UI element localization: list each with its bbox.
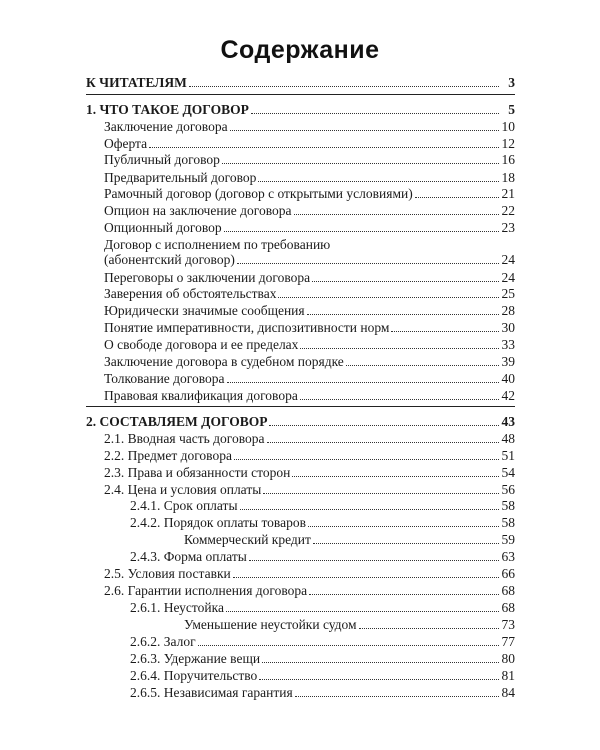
toc-entry-title: Уменьшение неустойки судом bbox=[184, 617, 357, 632]
toc-entry-title: 2.6.1. Неустойка bbox=[130, 600, 224, 615]
leader-dots bbox=[189, 86, 499, 87]
toc-entry-page: 43 bbox=[501, 414, 515, 429]
leader-dots bbox=[149, 147, 499, 148]
toc-entry-title: 2.2. Предмет договора bbox=[104, 448, 232, 463]
toc-entry-title: Договор с исполнением по требованию bbox=[104, 237, 331, 252]
toc-entry-title: К ЧИТАТЕЛЯМ bbox=[86, 75, 187, 90]
toc-entry-title-cont: (абонентский договор) bbox=[104, 252, 235, 267]
toc-entry-title: Переговоры о заключении договора bbox=[104, 270, 311, 285]
leader-dots bbox=[267, 442, 500, 443]
toc-entry-page: 18 bbox=[501, 170, 515, 185]
toc-entry-page: 48 bbox=[501, 431, 515, 446]
toc-entry[interactable] bbox=[104, 203, 515, 219]
leader-dots bbox=[259, 679, 499, 680]
toc-entry[interactable] bbox=[104, 448, 515, 464]
toc-entry-title: 2.4.3. Форма оплаты bbox=[130, 549, 247, 564]
leader-dots bbox=[224, 231, 499, 232]
toc-entry-title: Заключение договора bbox=[104, 119, 228, 134]
toc-entry[interactable] bbox=[104, 136, 515, 152]
leader-dots bbox=[269, 425, 499, 426]
toc-entry-line1[interactable] bbox=[104, 237, 515, 253]
toc-entry-page: 22 bbox=[501, 203, 515, 218]
toc-entry-title: Понятие императивности, диспозитивности норм bbox=[104, 320, 390, 335]
toc-entry-page: 23 bbox=[501, 220, 515, 235]
leader-dots bbox=[309, 594, 499, 595]
toc-entry[interactable] bbox=[104, 220, 515, 236]
leader-dots bbox=[313, 543, 499, 544]
leader-dots bbox=[359, 628, 499, 629]
leader-dots bbox=[230, 130, 499, 131]
toc-entry-readers[interactable] bbox=[86, 75, 515, 91]
toc-entry-title: 2.6.3. Удержание вещи bbox=[130, 651, 261, 666]
toc-entry-page: 12 bbox=[501, 136, 515, 151]
toc-entry-page: 25 bbox=[501, 286, 515, 301]
toc-entry-title: 2.1. Вводная часть договора bbox=[104, 431, 265, 446]
toc-entry-page: 77 bbox=[501, 634, 515, 649]
toc-entry-page: 21 bbox=[501, 186, 515, 201]
leader-dots bbox=[300, 399, 499, 400]
toc-entry-page: 66 bbox=[501, 566, 515, 581]
toc-entry[interactable] bbox=[104, 583, 515, 599]
toc-entry-page: 63 bbox=[501, 549, 515, 564]
toc-entry[interactable] bbox=[130, 685, 515, 701]
toc-entry-title: 1. ЧТО ТАКОЕ ДОГОВОР bbox=[86, 102, 249, 117]
toc-entry[interactable] bbox=[130, 498, 515, 514]
toc-entry[interactable] bbox=[104, 286, 515, 302]
toc-entry[interactable] bbox=[130, 549, 515, 565]
toc-entry-page: 30 bbox=[501, 320, 515, 335]
toc-entry-page: 84 bbox=[501, 685, 515, 700]
toc-entry-title: Заверения об обстоятельствах bbox=[104, 286, 277, 301]
toc-entry[interactable] bbox=[104, 270, 515, 286]
leader-dots bbox=[308, 526, 499, 527]
toc-entry-page: 5 bbox=[508, 102, 515, 117]
toc-entry-page: 51 bbox=[501, 448, 515, 463]
toc-entry-title: Коммерческий кредит bbox=[184, 532, 311, 547]
leader-dots bbox=[307, 314, 499, 315]
toc-entry-title: О свободе договора и ее пределах bbox=[104, 337, 299, 352]
leader-dots bbox=[198, 645, 499, 646]
toc-entry-page: 68 bbox=[501, 600, 515, 615]
toc-entry[interactable] bbox=[104, 371, 515, 387]
leader-dots bbox=[249, 560, 499, 561]
leader-dots bbox=[263, 493, 499, 494]
toc-entry-page: 16 bbox=[501, 152, 515, 167]
toc-entry[interactable] bbox=[104, 465, 515, 481]
toc-entry[interactable] bbox=[104, 566, 515, 582]
toc-entry-page: 56 bbox=[501, 482, 515, 497]
toc-entry-title: 2.6.2. Залог bbox=[130, 634, 196, 649]
toc-entry-page: 33 bbox=[501, 337, 515, 352]
toc-entry-page: 10 bbox=[501, 119, 515, 134]
toc-entry-title: 2.5. Условия поставки bbox=[104, 566, 231, 581]
toc-entry-page: 59 bbox=[501, 532, 515, 547]
toc-entry-title: Опцион на заключение договора bbox=[104, 203, 292, 218]
toc-entry[interactable] bbox=[104, 303, 515, 319]
leader-dots bbox=[227, 382, 499, 383]
toc-entry-title: Публичный договор bbox=[104, 152, 220, 167]
toc-entry-page: 42 bbox=[501, 388, 515, 403]
toc-entry[interactable] bbox=[130, 668, 515, 684]
leader-dots bbox=[262, 662, 499, 663]
toc-entry[interactable] bbox=[130, 634, 515, 650]
toc-entry-title: Толкование договора bbox=[104, 371, 225, 386]
toc-section-1[interactable] bbox=[86, 102, 515, 118]
toc-entry-page: 54 bbox=[501, 465, 515, 480]
toc-entry-page: 58 bbox=[501, 515, 515, 530]
leader-dots bbox=[222, 163, 499, 164]
toc-entry-page: 39 bbox=[501, 354, 515, 369]
toc-section-2[interactable] bbox=[86, 414, 515, 430]
toc-entry[interactable] bbox=[104, 119, 515, 135]
leader-dots bbox=[240, 509, 499, 510]
toc-entry[interactable] bbox=[184, 617, 515, 633]
toc-entry-page: 68 bbox=[501, 583, 515, 598]
toc-entry-title: 2.6.4. Поручительство bbox=[130, 668, 258, 683]
toc-entry[interactable] bbox=[130, 515, 515, 531]
toc-entry-title: Юридически значимые сообщения bbox=[104, 303, 305, 318]
toc-entry-page: 40 bbox=[501, 371, 515, 386]
toc-entry[interactable] bbox=[104, 388, 515, 404]
toc-entry-page: 24 bbox=[501, 270, 515, 285]
toc-entry-page: 24 bbox=[501, 252, 515, 267]
toc-entry-title: 2.6. Гарантии исполнения договора bbox=[104, 583, 308, 598]
toc-entry[interactable] bbox=[104, 337, 515, 353]
leader-dots bbox=[294, 214, 500, 215]
toc-entry-title: Оферта bbox=[104, 136, 148, 151]
toc-entry-page: 80 bbox=[501, 651, 515, 666]
toc-entry-title: 2. СОСТАВЛЯЕМ ДОГОВОР bbox=[86, 414, 268, 429]
leader-dots bbox=[237, 263, 499, 264]
toc-entry-title: Правовая квалификация договора bbox=[104, 388, 298, 403]
section-divider bbox=[86, 94, 515, 95]
toc-entry-title: 2.6.5. Независимая гарантия bbox=[130, 685, 293, 700]
toc-entry[interactable] bbox=[104, 482, 515, 498]
toc-entry-title: Заключение договора в судебном порядке bbox=[104, 354, 344, 369]
toc-entry[interactable] bbox=[130, 600, 515, 616]
leader-dots bbox=[233, 577, 499, 578]
toc-entry[interactable] bbox=[104, 431, 515, 447]
toc-entry-title: 2.4.1. Срок оплаты bbox=[130, 498, 238, 513]
toc-entry-page: 28 bbox=[501, 303, 515, 318]
toc-entry-page: 73 bbox=[501, 617, 515, 632]
toc-entry[interactable] bbox=[104, 354, 515, 370]
leader-dots bbox=[258, 181, 499, 182]
toc-entry[interactable] bbox=[104, 320, 515, 336]
leader-dots bbox=[226, 611, 499, 612]
leader-dots bbox=[391, 331, 499, 332]
leader-dots bbox=[300, 348, 499, 349]
toc-entry-title: Предварительный договор bbox=[104, 170, 257, 185]
page-title: Содержание bbox=[220, 36, 380, 64]
leader-dots bbox=[278, 297, 499, 298]
toc-entry[interactable] bbox=[130, 651, 515, 667]
toc-entry[interactable] bbox=[104, 170, 515, 186]
leader-dots bbox=[346, 365, 499, 366]
leader-dots bbox=[295, 696, 499, 697]
section-divider bbox=[86, 406, 515, 407]
toc-entry-line2[interactable] bbox=[104, 252, 515, 268]
toc-entry-title: Рамочный договор (договор с открытыми условиями) bbox=[104, 186, 413, 201]
toc-entry[interactable] bbox=[104, 186, 515, 202]
leader-dots bbox=[312, 281, 499, 282]
leader-dots bbox=[292, 476, 499, 477]
toc-entry-page: 81 bbox=[501, 668, 515, 683]
toc-entry-title: Опционный договор bbox=[104, 220, 222, 235]
toc-entry[interactable] bbox=[184, 532, 515, 548]
toc-entry-page: 58 bbox=[501, 498, 515, 513]
toc-entry-title: 2.4.2. Порядок оплаты товаров bbox=[130, 515, 306, 530]
toc-entry-page: 3 bbox=[508, 75, 515, 90]
toc-entry-title: 2.3. Права и обязанности сторон bbox=[104, 465, 291, 480]
toc-entry[interactable] bbox=[104, 152, 515, 168]
leader-dots bbox=[251, 113, 499, 114]
leader-dots bbox=[234, 459, 499, 460]
leader-dots bbox=[415, 197, 499, 198]
toc-entry-title: 2.4. Цена и условия оплаты bbox=[104, 482, 262, 497]
